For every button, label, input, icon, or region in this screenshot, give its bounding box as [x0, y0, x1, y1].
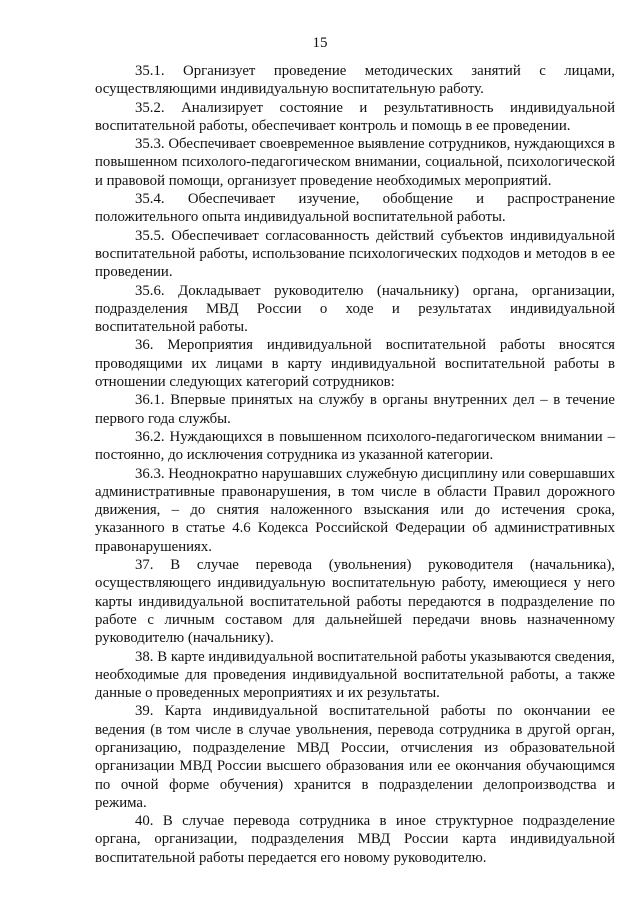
paragraph-38: 38. В карте индивидуальной воспитательной работы указываются сведения, необходимые для проведения индивидуальной воспитательной работы, а также данные о проведенных мероприятиях и их результаты. [95, 648, 615, 702]
document-body [95, 62, 615, 867]
paragraph-37: 37. В случае перевода (увольнения) руководителя (начальника), осуществляющего индивидуальную воспитательную работу, имеющиеся у него карты индивидуальной воспитательной работы передаются в подразделение по работе с личным составом для дальнейшей передачи вновь назначенному руководителю (начальнику). [95, 557, 615, 647]
paragraph-35-4: 35.4. Обеспечивает изучение, обобщение и распространение положительного опыта индивидуальной воспитательной работы. [95, 191, 615, 226]
paragraph-36-1: 36.1. Впервые принятых на службу в органы внутренних дел – в течение первого года службы. [95, 392, 615, 427]
paragraph-35-6: 35.6. Докладывает руководителю (начальнику) органа, организации, подразделения МВД России о ходе и результатах индивидуальной воспитательной работы. [95, 282, 615, 336]
paragraph-35-5: 35.5. Обеспечивает согласованность действий субъектов индивидуальной воспитательной работы, использование психологических подходов и методов в ее проведении. [95, 227, 615, 281]
paragraph-39: 39. Карта индивидуальной воспитательной работы по окончании ее ведения (в том числе в случае увольнения, перевода сотрудника в другой орган, организацию, подразделение МВД России, отчисления из образовательной организации МВД России высшего образования или ее окончания обучающимся по очной форме обучения) хранится в подразделении делопроизводства и режима. [95, 703, 615, 811]
paragraph-36-2: 36.2. Нуждающихся в повышенном психолого-педагогическом внимании – постоянно, до исключения сотрудника из указанной категории. [95, 428, 615, 464]
paragraph-36-3: 36.3. Неоднократно нарушавших служебную дисциплину или совершавших административные правонарушения, в том числе в области Правил дорожного движения, – до снятия наложенного взыскания или до истечения срока, указанного в статье 4.6 Кодекса Российской Федерации об административных правонарушениях. [95, 465, 615, 555]
paragraph-40: 40. В случае перевода сотрудника в иное структурное подразделение органа, организации, подразделения МВД России карта индивидуальной воспитательной работы передается его новому руководителю. [95, 813, 615, 866]
paragraph-35-1: 35.1. Организует проведение методических занятий с лицами, осуществляющими индивидуальную воспитательную работу. [95, 63, 615, 98]
paragraph-35-3: 35.3. Обеспечивает своевременное выявление сотрудников, нуждающихся в повышенном психолого-педагогическом внимании, социальной, психологической и правовой помощи, организует проведение необходимых мероприятий. [95, 136, 615, 189]
paragraph-36: 36. Мероприятия индивидуальной воспитательной работы вносятся проводящими их лицами в карту индивидуальной воспитательной работы в отношении следующих категорий сотрудников: [95, 337, 615, 391]
paragraph-35-2: 35.2. Анализирует состояние и результативность индивидуальной воспитательной работы, обеспечивает контроль и помощь в ее проведении. [95, 99, 615, 134]
page-number: 15 [312, 35, 328, 51]
